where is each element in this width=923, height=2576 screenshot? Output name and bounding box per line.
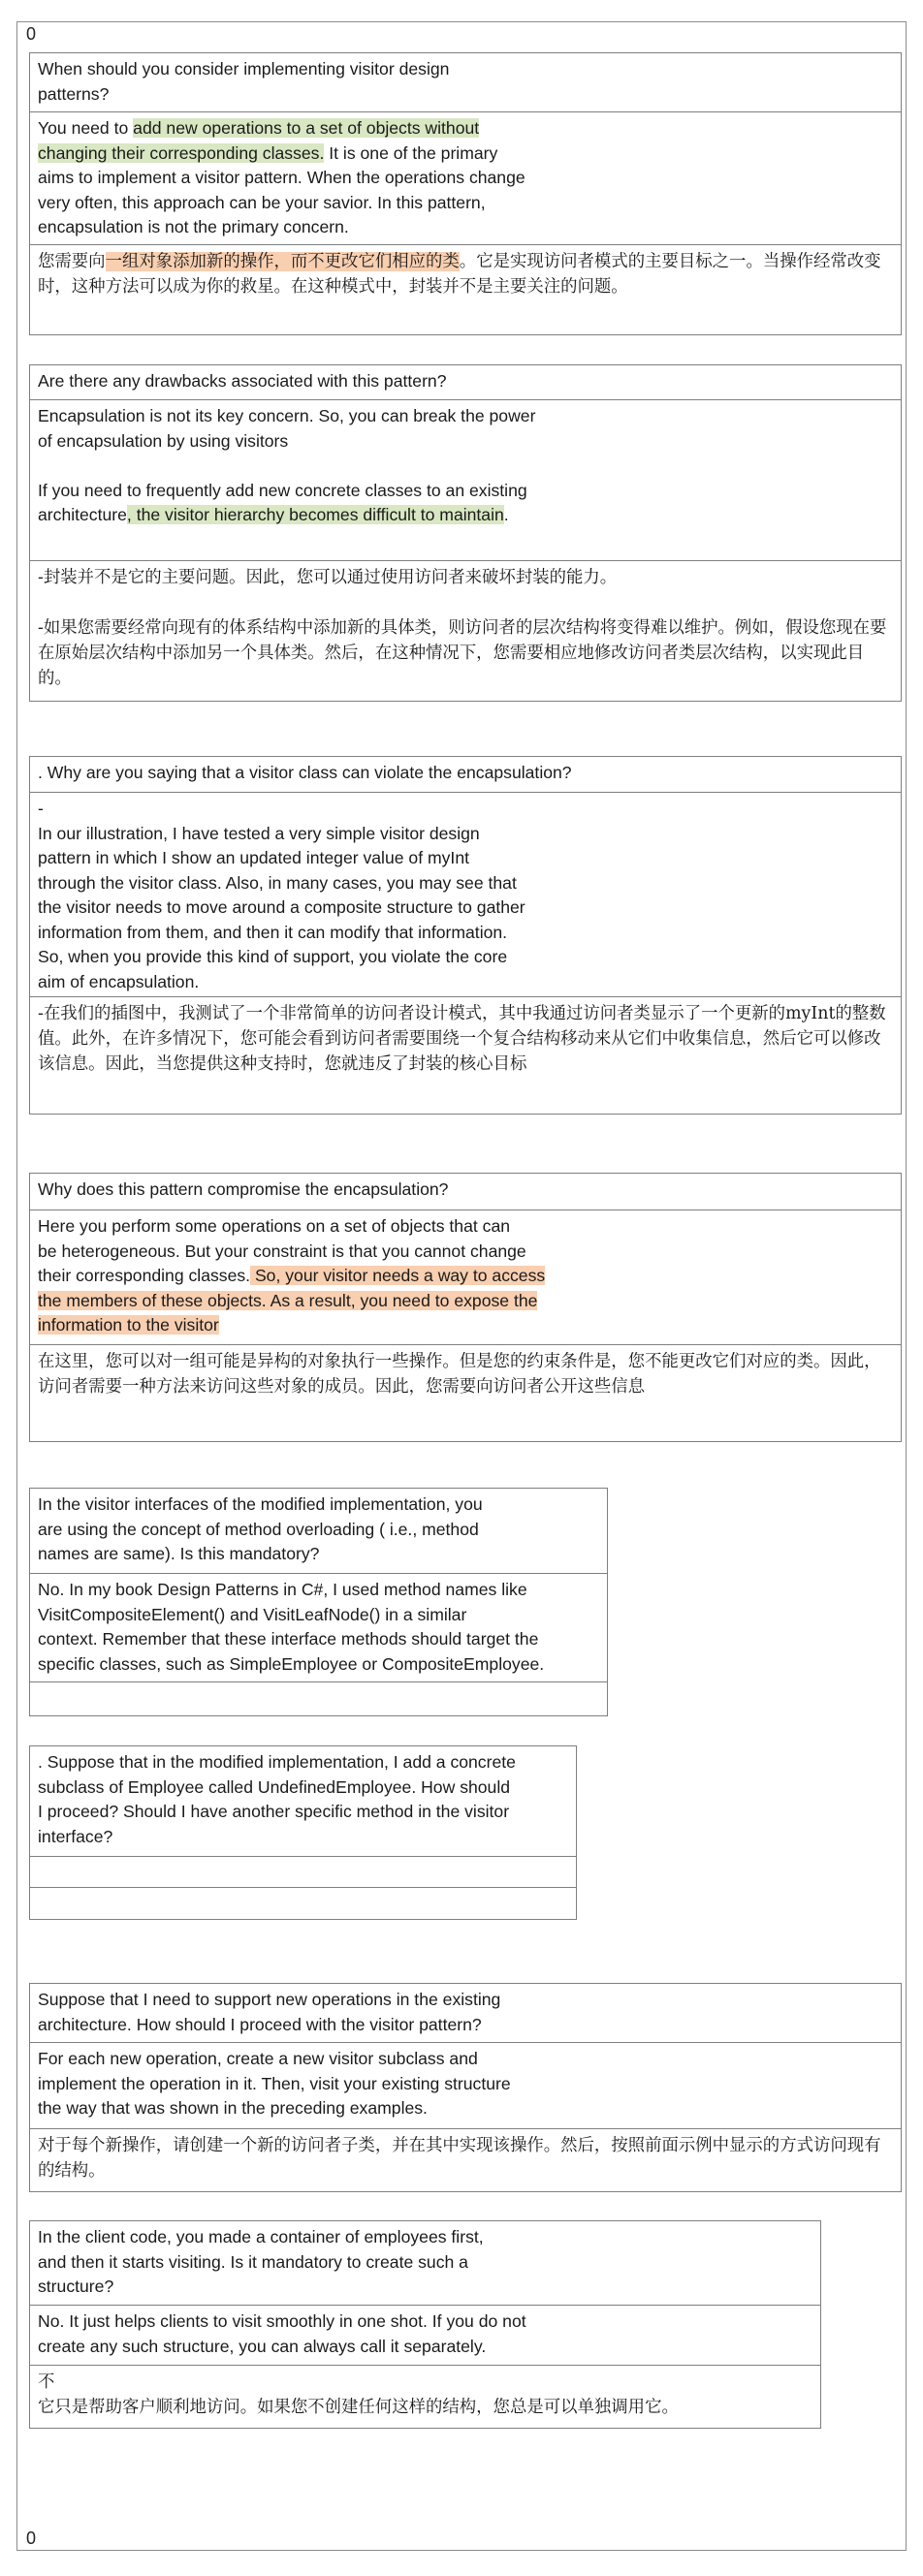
qa-block-visitor-when [29,52,902,335]
page-number-top: 0 [26,24,37,44]
question-cell: . Suppose that in the modified implementation, I add a concrete subclass of Employee called UndefinedEmployee. How should I proceed? Should I have another specific method in the visitor interface? [30,1746,576,1857]
translation-cell: 在这里，您可以对一组可能是异构的对象执行一些操作。但是您的约束条件是，您不能更改它们对应的类。因此，访问者需要一种方法来访问这些对象的成员。因此，您需要向访问者公开这些信息 [38,1352,881,1397]
answer-cell [30,1210,901,1345]
question-cell: Are there any drawbacks associated with this pattern? [30,365,901,400]
answer-cell [30,112,901,245]
translation-cell: -在我们的插图中，我测试了一个非常简单的访问者设计模式，其中我通过访问者类显示了一个更新的myInt的整数值。此外，在许多情况下，您可能会看到访问者需要围绕一个复合结构移动来从它们中收集信息，然后它可以修改该信息。因此，当您提供这种支持时，您就违反了封装的核心目标 [38,1004,886,1074]
answer-cell: No. In my book Design Patterns in C#, I used method names like VisitCompositeElement() and VisitLeafNode() in a similar context. Remember that these interface methods should target the specific classes, such as SimpleEmployee or CompositeEmployee. [30,1574,607,1682]
question-cell: When should you consider implementing visitor design patterns? [30,53,901,112]
empty-cell [30,1888,576,1919]
answer-highlight: So, your visitor needs a way to access the members of these objects. As a result, you need to expose the information to the visitor [38,1266,546,1335]
answer-text: You need to [38,118,134,138]
qa-block-undefined-employee [29,1745,577,1920]
translation-text: 。它是实现访问者模式的主要目标之一。当操作经常改变时，这种方法可以成为你的救星。在这种模式中，封装并不是主要关注的问题。 [38,252,881,297]
qa-block-drawbacks [29,364,902,702]
question-cell: In the visitor interfaces of the modified implementation, you are using the concept of method overloading ( i.e., method names are same). Is this mandatory? [30,1489,607,1574]
answer-cell: - In our illustration, I have tested a very simple visitor design pattern in which I show an updated integer value of myInt through the visitor class. Also, in many cases, you may see that the visitor needs to move around a composite structure to gather information from them, and then it can modify that information. So, when you provide this kind of support, you violate the core aim of encapsulation. [30,793,901,997]
answer-cell: No. It just helps clients to visit smoothly in one shot. If you do not create any such structure, you can always call it separately. [30,2306,820,2366]
qa-block-compromise [29,1173,902,1442]
empty-cell [30,1682,607,1715]
answer-cell: For each new operation, create a new visitor subclass and implement the operation in it. Then, visit your existing structure the way that was shown in the preceding examples. [30,2043,901,2129]
answer-text: It is one of the primary aims to implement a visitor pattern. When the operations change very often, this approach can be your savior. In this pattern, encapsulation is not the primary concern. [38,142,525,236]
translation-cell: 不 它只是帮助客户顺利地访问。如果您不创建任何这样的结构，您总是可以单独调用它。 [38,2372,679,2417]
qa-block-employee-container [29,2220,821,2429]
qa-block-method-overloading [29,1488,608,1716]
answer-text: . [503,505,509,524]
empty-cell [30,1857,576,1888]
translation-text: 您需要向 [38,252,106,271]
question-cell: Suppose that I need to support new operations in the existing architecture. How should I proceed with the visitor pattern? [30,1984,901,2043]
translation-highlight: 一组对象添加新的操作，而不更改它们相应的类 [105,252,460,271]
qa-block-violate-encapsulation [29,756,902,1115]
answer-cell [30,400,901,561]
translation-cell: -封装并不是它的主要问题。因此，您可以通过使用访问者来破坏封装的能力。 -如果您需要经常向现有的体系结构中添加新的具体类，则访问者的层次结构将变得难以维护。例如，假设您现在要在原始层次结构中添加另一个具体类。然后，在这种情况下，您需要相应地修改访问者类层次结构，以实现此目的。 [38,568,887,688]
qa-block-new-operations [29,1983,902,2192]
answer-text: Here you perform some operations on a set of objects that can be heterogeneous. But your constraint is that you cannot change their corresponding classes. [38,1216,526,1285]
question-cell: . Why are you saying that a visitor class can violate the encapsulation? [30,757,901,793]
answer-highlight: add new operations to a set of objects without changing their corresponding classes. [38,118,480,163]
translation-cell: 对于每个新操作，请创建一个新的访问者子类，并在其中实现该操作。然后，按照前面示例中显示的方式访问现有的结构。 [38,2136,881,2181]
question-cell: In the client code, you made a container of employees first, and then it starts visiting. Is it mandatory to create such a structure? [30,2221,820,2306]
question-cell: Why does this pattern compromise the encapsulation? [30,1174,901,1210]
page-number-bottom: 0 [26,2529,37,2548]
answer-highlight: , the visitor hierarchy becomes difficult to maintain [126,505,504,524]
answer-text: Encapsulation is not its key concern. So, you can break the power of encapsulation by using visitors If you need to frequently add new concrete classes to an existing architecture [38,406,536,524]
translation-cell [30,245,901,334]
